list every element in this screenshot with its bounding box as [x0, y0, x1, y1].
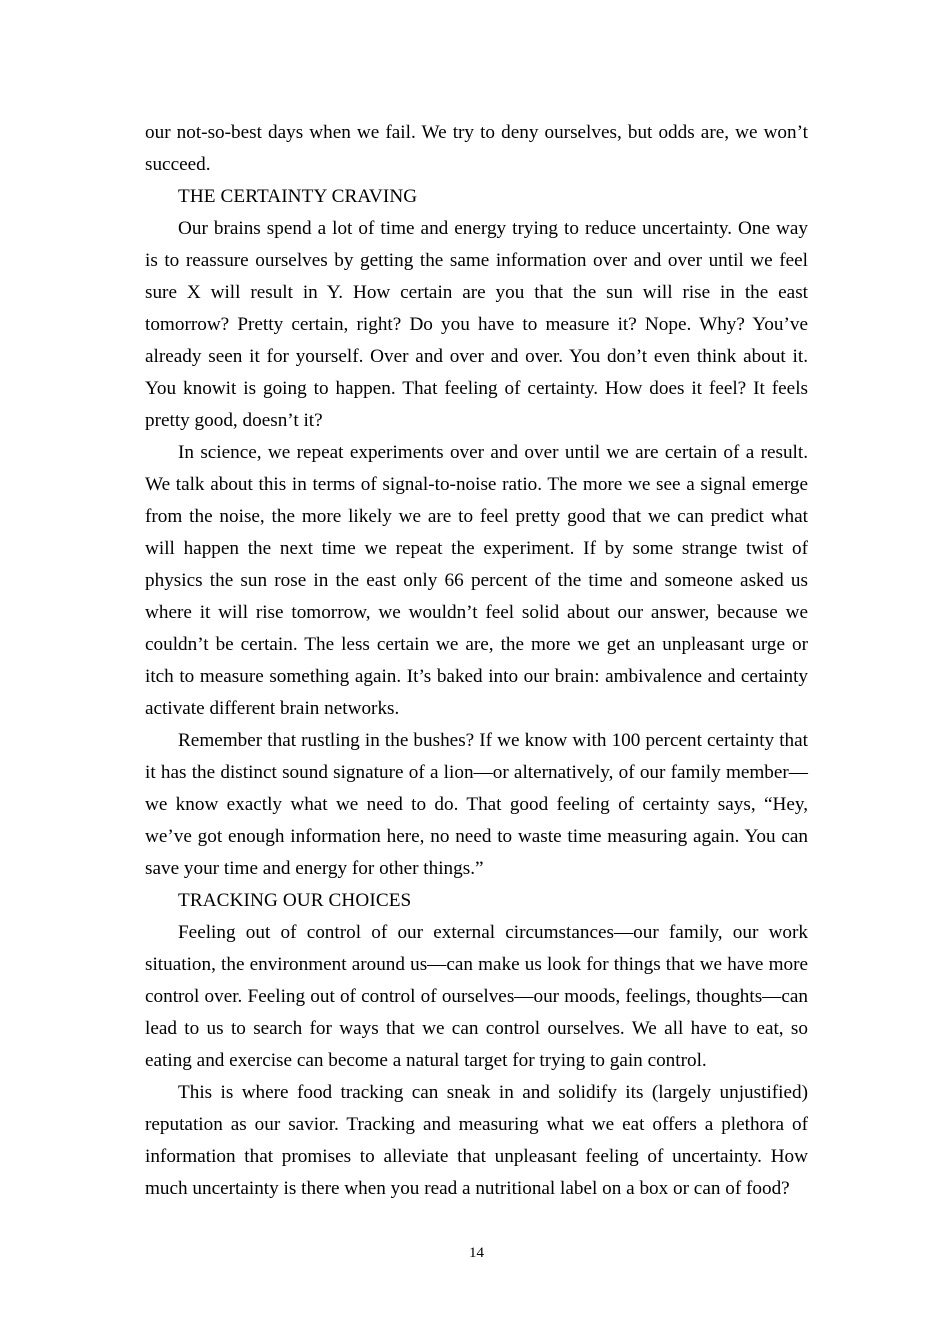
- page-number: 14: [469, 1245, 484, 1261]
- page-text-column: [145, 117, 808, 1205]
- body-paragraph: Remember that rustling in the bushes? If we know with 100 percent certainty that it has the distinct sound signature of a lion—or alternatively, of our family member—we know exactly what we need to do. That good feeling of certainty says, “Hey, we’ve got enough information here, no need to waste time measuring again. You can save your time and energy for other things.”: [145, 730, 808, 879]
- body-paragraph: This is where food tracking can sneak in and solidify its (largely unjustified) reputation as our savior. Tracking and measuring what we eat offers a plethora of information that promises to alleviate that unpleasant feeling of uncertainty. How much uncertainty is there when you read a nutritional label on a box or can of food?: [145, 1082, 808, 1199]
- body-paragraph: our not-so-best days when we fail. We try to deny ourselves, but odds are, we won’t succeed.: [145, 122, 808, 175]
- body-paragraph: Feeling out of control of our external circumstances—our family, our work situation, the environment around us—can make us look for things that we have more control over. Feeling out of control of ourselves—our moods, feelings, thoughts—can lead to us to search for ways that we can control ourselves. We all have to eat, so eating and exercise can become a natural target for trying to gain control.: [145, 922, 808, 1071]
- body-paragraph: Our brains spend a lot of time and energy trying to reduce uncertainty. One way is to reassure ourselves by getting the same information over and over until we feel sure X will result in Y. How certain are you that the sun will rise in the east tomorrow? Pretty certain, right? Do you have to measure it? Nope. Why? You’ve already seen it for yourself. Over and over and over. You don’t even think about it. You knowit is going to happen. That feeling of certainty. How does it feel? It feels pretty good, doesn’t it?: [145, 218, 808, 431]
- section-heading-certainty-craving: THE CERTAINTY CRAVING: [178, 186, 418, 207]
- body-paragraph: In science, we repeat experiments over and over until we are certain of a result. We talk about this in terms of signal-to-noise ratio. The more we see a signal emerge from the noise, the more likely we are to feel pretty good that we can predict what will happen the next time we repeat the experiment. If by some strange twist of physics the sun rose in the east only 66 percent of the time and someone asked us where it will rise tomorrow, we wouldn’t feel solid about our answer, because we couldn’t be certain. The less certain we are, the more we get an unpleasant urge or itch to measure something again. It’s baked into our brain: ambivalence and certainty activate different brain networks.: [145, 442, 808, 719]
- section-heading-tracking-our-choices: TRACKING OUR CHOICES: [178, 890, 412, 911]
